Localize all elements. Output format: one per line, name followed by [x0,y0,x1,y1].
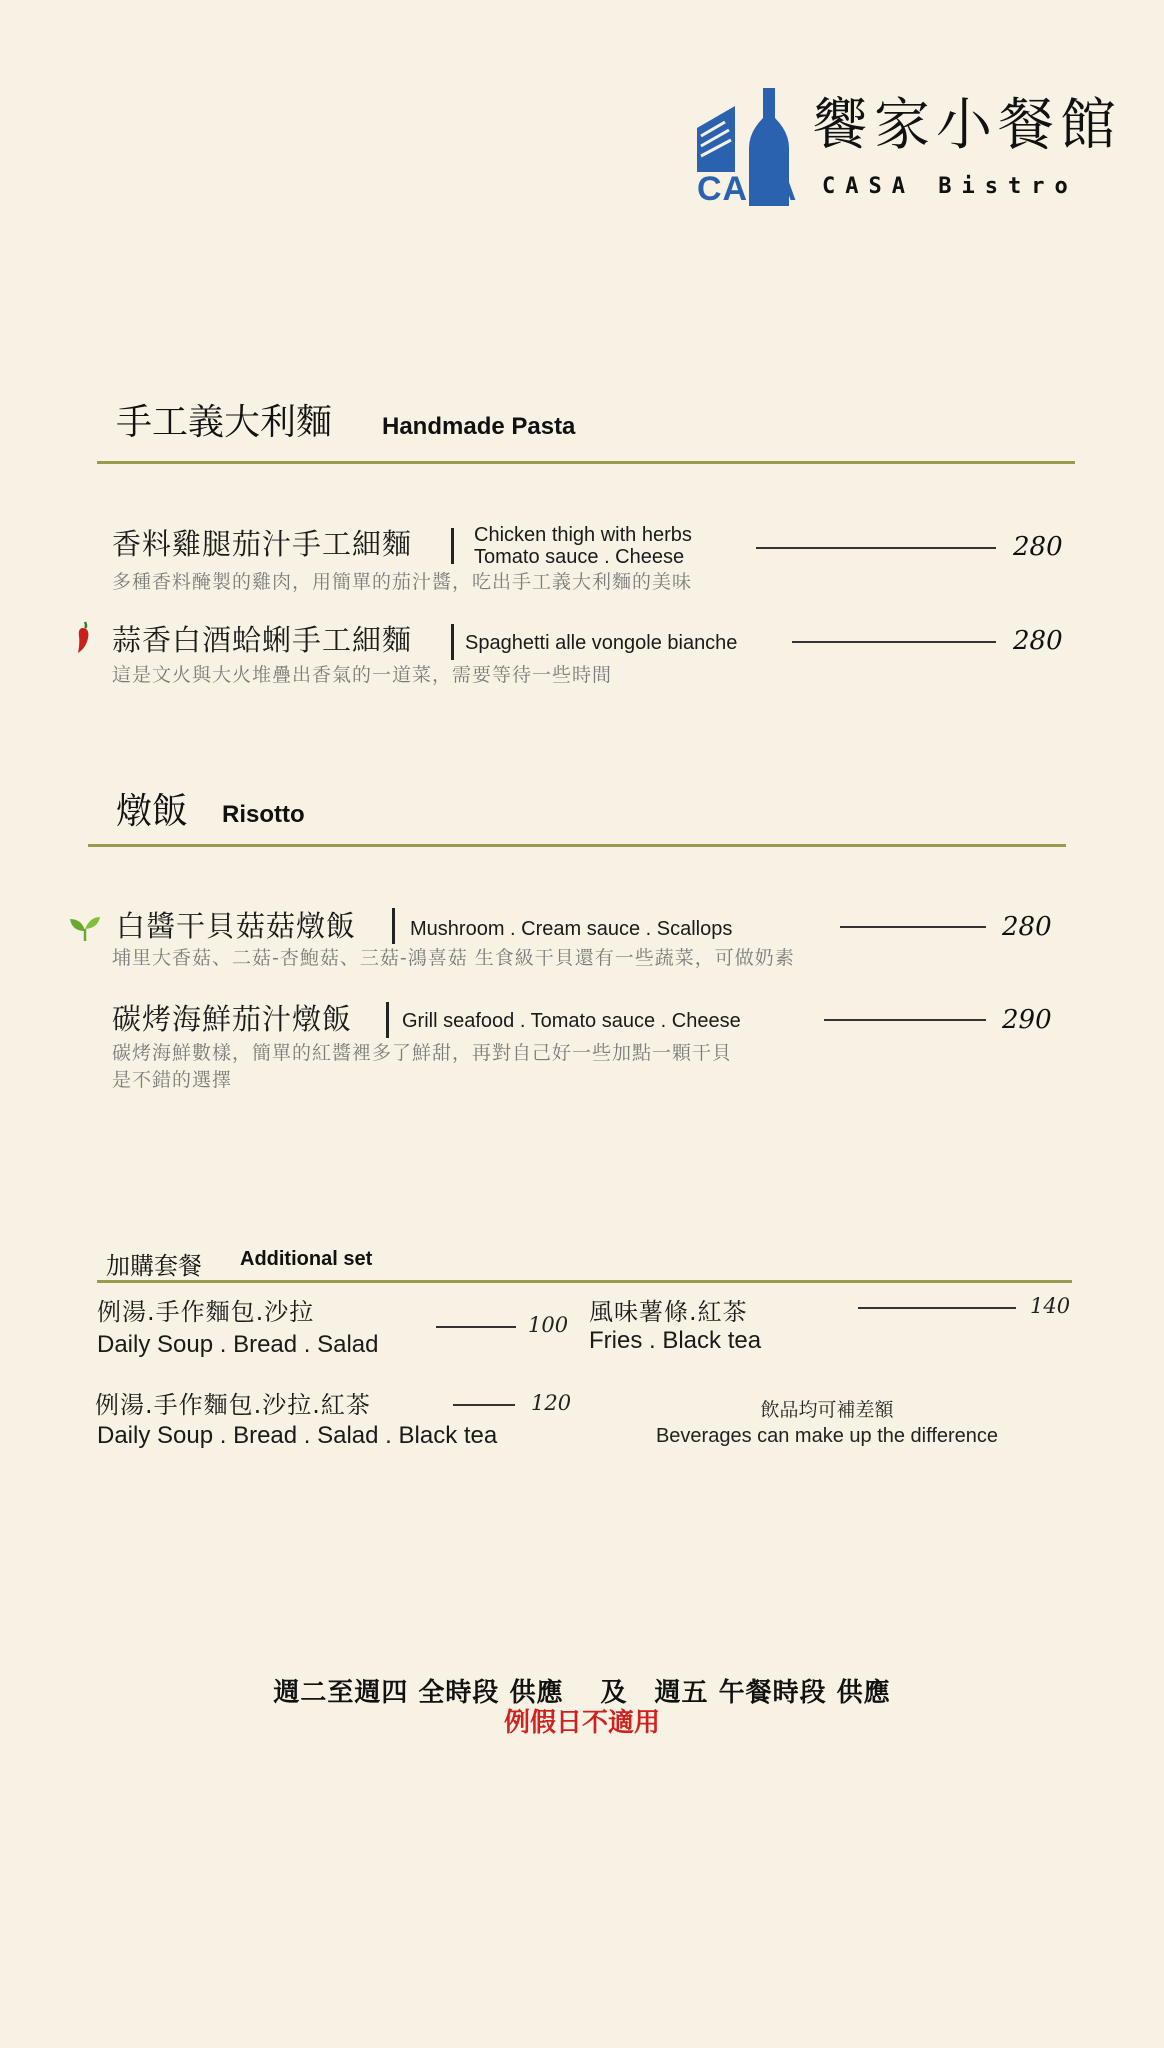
pasta-title-en: Handmade Pasta [382,413,576,440]
brand-name-en: CASA Bistro [822,174,1078,199]
set-2-price: 120 [531,1391,572,1415]
risotto-item-2-price: 290 [1002,1005,1052,1035]
risotto-item-2-name-cn: 碳烤海鮮茄汁燉飯 [112,1002,353,1036]
risotto-divider [88,844,1066,847]
price-leader-line [840,926,986,928]
casa-logo-mark [695,88,798,208]
pasta-item-2-price: 280 [1013,626,1063,656]
separator-bar [386,1002,389,1038]
pasta-item-2-name-en: Spaghetti alle vongole bianche [465,632,738,654]
risotto-item-2-name-en: Grill seafood . Tomato sauce . Cheese [402,1010,741,1032]
set-1-name-en: Daily Soup . Bread . Salad [97,1331,379,1358]
set-3-name-cn: 風味薯條.紅茶 [589,1298,748,1326]
risotto-item-1-price: 280 [1002,912,1052,942]
price-leader-line [453,1404,515,1406]
price-leader-line [756,547,996,549]
price-leader-line [436,1326,516,1328]
set-1-name-cn: 例湯.手作麵包.沙拉 [97,1298,315,1326]
pasta-item-1-price: 280 [1013,532,1063,562]
pasta-divider [97,461,1075,464]
pasta-item-2-name-cn: 蒜香白酒蛤蜊手工細麵 [112,623,413,657]
logo-text: CASA [697,170,798,208]
price-leader-line [858,1307,1016,1309]
pasta-item-1-name-cn: 香料雞腿茄汁手工細麵 [112,527,413,561]
pasta-item-1-desc: 多種香料醃製的雞肉，用簡單的茄汁醬，吃出手工義大利麵的美味 [112,571,693,593]
pasta-item-2-desc: 這是文火與大火堆疊出香氣的一道菜，需要等待一些時間 [112,664,613,686]
pasta-item-1-name-en-line1: Chicken thigh with herbs [474,524,692,546]
additional-title-cn: 加購套餐 [106,1252,202,1280]
beverage-note-en: Beverages can make up the difference [655,1425,999,1447]
additional-divider [97,1280,1072,1283]
holiday-exception-note: 例假日不適用 [503,1708,660,1738]
separator-bar [392,908,395,944]
risotto-title-en: Risotto [222,801,305,828]
pasta-item-1-name-en [474,524,692,568]
price-leader-line [792,641,996,643]
risotto-item-1-name-cn: 白醬干貝菇菇燉飯 [116,909,357,943]
pasta-item-1-name-en-line2: Tomato sauce . Cheese [474,546,685,568]
risotto-item-2-desc [112,1040,732,1093]
price-leader-line [824,1019,986,1021]
additional-title-en: Additional set [240,1248,373,1270]
set-3-price: 140 [1030,1294,1071,1318]
set-2-name-en: Daily Soup . Bread . Salad . Black tea [97,1422,498,1449]
risotto-item-1-desc: 埔里大香菇、二菇-杏鮑菇、三菇-鴻喜菇 生食級干貝還有一些蔬菜，可做奶素 [112,947,795,969]
pasta-title-cn: 手工義大利麵 [116,402,333,443]
risotto-item-2-desc-line2: 是不錯的選擇 [112,1068,233,1091]
beverage-note-cn: 飲品均可補差額 [760,1399,894,1421]
separator-bar [451,624,454,660]
set-3-name-en: Fries . Black tea [589,1327,762,1354]
risotto-title-cn: 燉飯 [116,791,189,832]
set-2-name-cn: 例湯.手作麵包.沙拉.紅茶 [95,1391,371,1419]
sprout-icon [68,915,102,941]
chili-pepper-icon [72,620,96,654]
risotto-item-2-desc-line1: 碳烤海鮮數樣，簡單的紅醬裡多了鮮甜，再對自己好一些加點一顆干貝 [112,1042,733,1064]
brand-name-cn: 饗家小餐館 [812,93,1122,158]
separator-bar [451,528,454,564]
availability-note: 週二至週四 全時段 供應 及 週五 午餐時段 供應 [273,1678,891,1708]
risotto-item-1-name-en: Mushroom . Cream sauce . Scallops [410,918,733,940]
set-1-price: 100 [528,1313,569,1337]
